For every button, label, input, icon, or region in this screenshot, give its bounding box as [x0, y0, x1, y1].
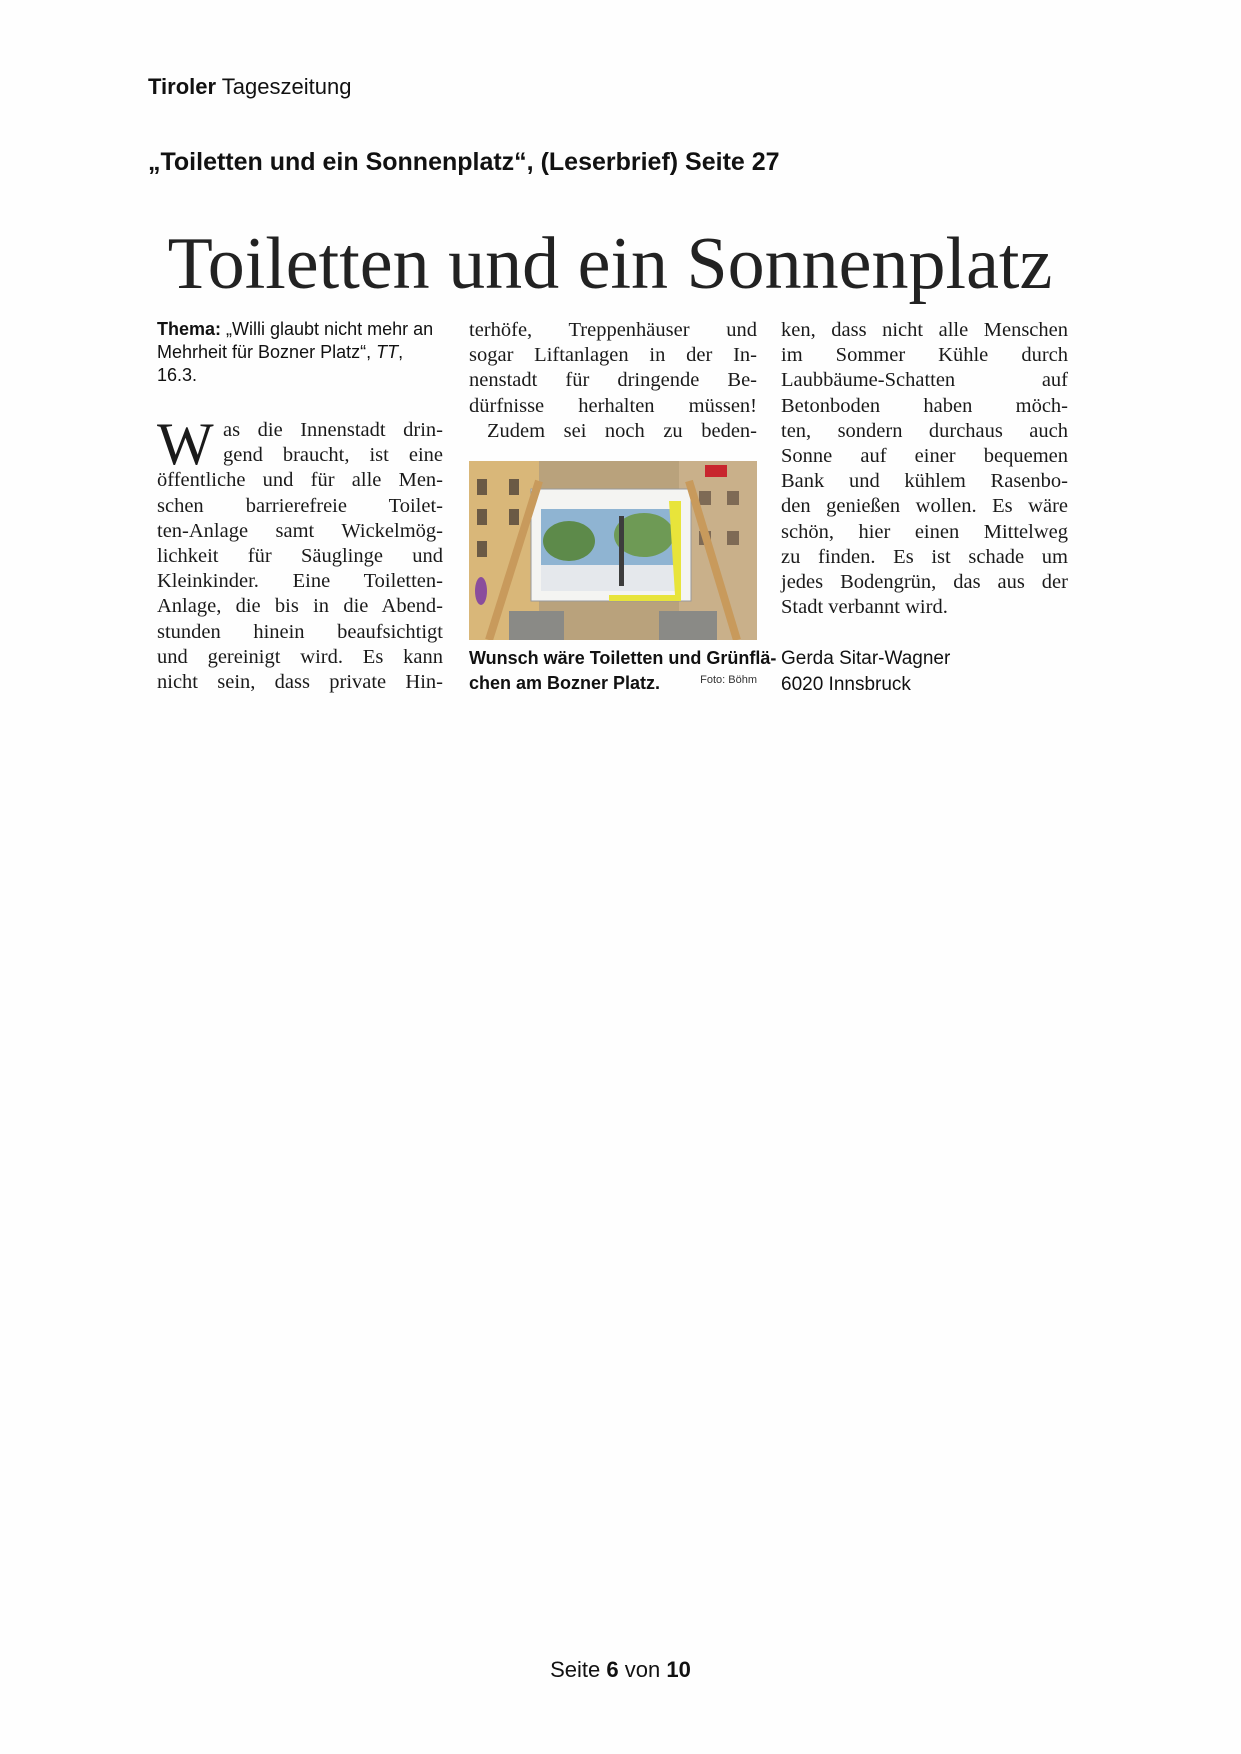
article-reference: „Toiletten und ein Sonnenplatz“, (Leserbrief) Seite 27 [148, 148, 780, 176]
text-line: Zudem sei noch zu beden- [487, 419, 757, 442]
text-line: öffentliche und für alle Men- [157, 469, 443, 492]
thema-label: Thema: [157, 319, 222, 339]
author-signature [781, 646, 950, 698]
photo-credit: Foto: Böhm [700, 674, 757, 686]
caption-line: Wunsch wäre Toiletten und Grünflä- [469, 648, 777, 668]
footer-total: 10 [666, 1657, 691, 1682]
photo-illustration [469, 461, 757, 640]
text-line: ten-Anlage samt Wickelmög- [157, 519, 443, 542]
text-line: Kleinkinder. Eine Toiletten- [157, 570, 443, 593]
author-city: 6020 Innsbruck [781, 674, 911, 695]
text-line: Bank und kühlem Rasenbo- [781, 470, 1068, 493]
caption-line: chen am Bozner Platz. [469, 673, 661, 693]
text-line: lichkeit für Säuglinge und [157, 545, 443, 568]
text-line: und gereinigt wird. Es kann [157, 645, 443, 668]
drop-cap: W [157, 411, 214, 477]
text-line: as die Innenstadt drin- [223, 419, 443, 441]
text-line: jedes Bodengrün, das aus der [781, 571, 1068, 594]
text-line: ten, sondern durchaus auch [781, 419, 1068, 442]
text-line: ken, dass nicht alle Menschen [781, 319, 1068, 341]
column-3-text [781, 318, 1068, 620]
article-headline: Toiletten und ein Sonnenplatz [167, 223, 1053, 305]
thema-source: TT [376, 342, 399, 362]
column-1-text [157, 411, 443, 695]
thema-date: , 16.3. [157, 342, 404, 385]
footer-prefix: Seite [550, 1657, 601, 1682]
text-line: dürfnisse herhalten müssen! [469, 394, 757, 417]
text-line: Stadt verbannt wird. [781, 596, 948, 619]
publication-name-rest: Tageszeitung [221, 74, 352, 99]
article-photo [469, 461, 757, 640]
text-line: Sonne auf einer bequemen [781, 445, 1068, 468]
text-line: gend braucht, ist eine [223, 444, 443, 467]
text-line: Laubbäume-Schatten auf [781, 369, 1068, 392]
thema-block [157, 318, 443, 387]
text-line: im Sommer Kühle durch [781, 344, 1068, 367]
text-line: zu finden. Es ist schade um [781, 545, 1068, 568]
publication-name-bold: Tiroler [148, 74, 217, 99]
column-2-text [469, 318, 757, 444]
text-line: schön, hier einen Mittelweg [781, 520, 1068, 543]
footer-page: 6 [606, 1657, 619, 1682]
publication-name [148, 74, 351, 100]
text-line: den genießen wollen. Es wäre [781, 495, 1068, 518]
footer-mid: von [624, 1657, 661, 1682]
page-footer [0, 1657, 1241, 1683]
text-line: nenstadt für dringende Be- [469, 369, 757, 392]
text-line: schen barrierefreie Toilet- [157, 494, 443, 517]
text-line: sogar Liftanlagen in der In- [469, 344, 757, 367]
text-line: terhöfe, Treppenhäuser und [469, 319, 757, 341]
text-line: Betonboden haben möch- [781, 394, 1068, 417]
photo-caption [469, 646, 777, 696]
text-line: Anlage, die bis in die Abend- [157, 595, 443, 618]
thema-text: „Willi glaubt nicht mehr an Mehrheit für Bozner Platz“, [157, 319, 434, 362]
text-line: nicht sein, dass private Hin- [157, 671, 443, 694]
author-name: Gerda Sitar-Wagner [781, 648, 951, 669]
text-line: stunden hinein beaufsichtigt [157, 620, 443, 643]
